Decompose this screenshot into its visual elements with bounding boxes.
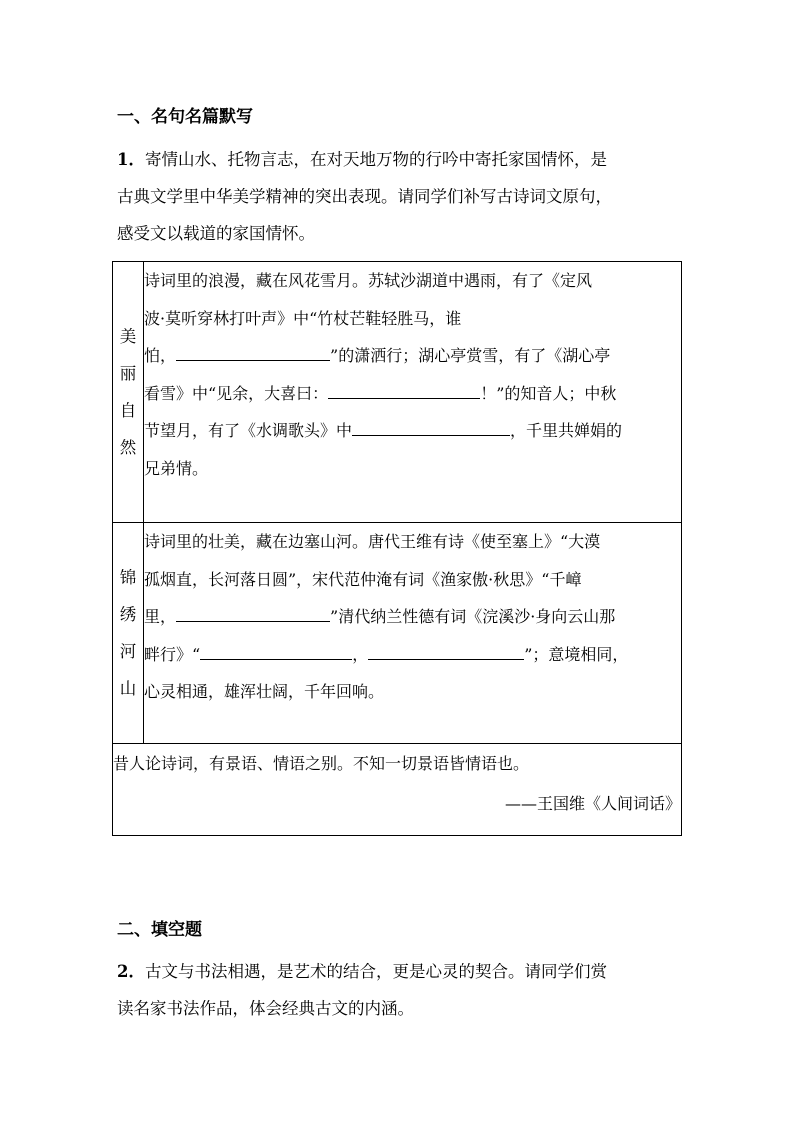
quote-source: ——王国维《人间词话》 <box>504 794 681 813</box>
answer-blank[interactable] <box>200 641 352 660</box>
question-2-line-2: 读名家书法作品，体会经典古文的内涵。 <box>117 999 414 1018</box>
landscape-line-4-prefix: 畔行》“ <box>144 644 201 664</box>
landscape-line-3-suffix: ”清代纳兰性德有词《浣溪沙·身向云山那 <box>330 607 616 626</box>
table-row-landscape <box>113 523 682 744</box>
nature-line-3-prefix: 怕， <box>144 346 177 365</box>
label-char: 然 <box>119 438 137 457</box>
answer-blank[interactable] <box>328 380 480 399</box>
poem-table <box>112 261 682 836</box>
label-char: 美 <box>119 327 137 346</box>
answer-blank[interactable] <box>176 342 330 361</box>
nature-line-5-suffix: ，千里共婵娟的 <box>510 421 623 440</box>
row-label-nature <box>113 262 144 523</box>
nature-line-1: 诗词里的浪漫，藏在风花雪月。苏轼沙湖道中遇雨，有了《定风 <box>144 271 593 290</box>
answer-blank[interactable] <box>352 417 510 436</box>
question-1-line-2: 古典文学里中华美学精神的突出表现。请同学们补写古诗词文原句， <box>117 187 612 206</box>
label-char: 自 <box>119 401 137 420</box>
nature-line-3-suffix: ”的潇洒行；湖心亭赏雪，有了《湖心亭 <box>330 346 611 365</box>
question-1-line-1: 寄情山水、托物言志，在对天地万物的行吟中寄托家国情怀，是 <box>144 150 607 169</box>
question-2-number: 2． <box>117 962 145 981</box>
table-row-quote <box>113 744 682 836</box>
quote-text: 昔人论诗词，有景语、情语之别。不知一切景语皆情语也。 <box>113 754 530 773</box>
label-char: 山 <box>119 679 137 698</box>
question-1-line-3: 感受文以载道的家国情怀。 <box>117 224 315 243</box>
landscape-line-4-suffix: ”；意境相同， <box>524 644 629 664</box>
landscape-line-3-prefix: 里， <box>144 607 177 626</box>
landscape-line-1: 诗词里的壮美，藏在边塞山河。唐代王维有诗《使至塞上》“大漠 <box>144 532 601 551</box>
question-2 <box>117 953 682 1027</box>
nature-line-5-prefix: 节望月，有了《水调歌头》中 <box>144 421 353 440</box>
question-1 <box>117 141 682 252</box>
label-char: 绣 <box>119 605 137 624</box>
quote-cell <box>113 744 682 836</box>
landscape-line-4-mid: ， <box>352 644 369 664</box>
row-content-nature <box>144 262 682 523</box>
label-char: 河 <box>119 642 137 661</box>
answer-blank[interactable] <box>176 603 330 622</box>
nature-line-2: 波·莫听穿林打叶声》中“竹杖芒鞋轻胜马，谁 <box>144 308 462 328</box>
section-2-title: 二、填空题 <box>117 920 202 940</box>
label-char: 丽 <box>119 364 137 383</box>
nature-line-4-suffix: ！”的知音人；中秋 <box>480 383 617 403</box>
nature-line-6: 兄弟情。 <box>144 458 209 478</box>
nature-line-4-prefix: 看雪》中“见余，大喜曰： <box>144 383 329 403</box>
question-1-number: 1． <box>117 150 145 169</box>
answer-blank[interactable] <box>368 641 524 660</box>
question-2-line-1: 古文与书法相遇，是艺术的结合，更是心灵的契合。请同学们赏 <box>144 962 607 981</box>
row-label-landscape <box>113 523 144 744</box>
table-row-nature <box>113 262 682 523</box>
row-content-landscape <box>144 523 682 744</box>
landscape-line-2: 孤烟直，长河落日圆”，宋代范仲淹有词《渔家傲·秋思》“千嶂 <box>144 569 582 589</box>
label-char: 锦 <box>119 568 137 587</box>
landscape-line-5: 心灵相通，雄浑壮阔，千年回响。 <box>144 682 385 701</box>
section-1-title: 一、名句名篇默写 <box>117 107 253 127</box>
